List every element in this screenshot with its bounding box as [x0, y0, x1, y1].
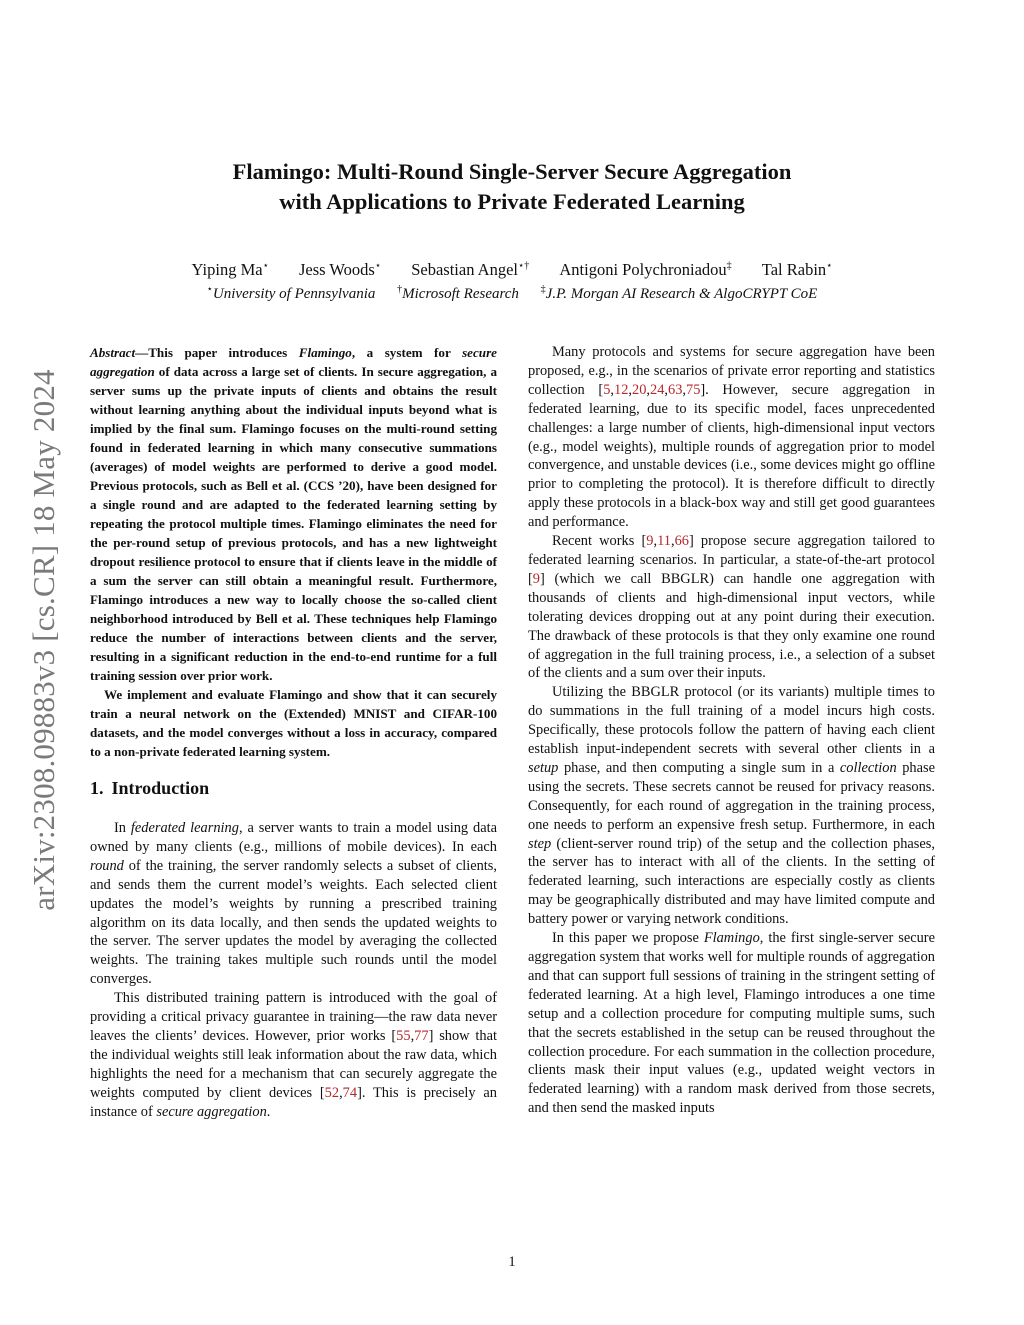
abstract — [90, 343, 497, 761]
text-run: —This paper introduces — [135, 345, 299, 360]
text-run: ]. However, secure aggregation in federated learning, due to its specific model, faces unprecedented challenges: a large number of clients, high-dimensional input vectors (e.g., model weights), multiple rounds of aggregation prior to model convergence, and unstable devices (i.e., some devices might go offline prior to completing the protocol). It is therefore difficult to directly apply these protocols in a black-box way and still get good guarantees and performance. — [528, 381, 935, 531]
title-line-1: Flamingo: Multi-Round Single-Server Secure Aggregation — [232, 159, 792, 184]
text-run: ] show that the individual weights still leak information about the raw data, which highlights the need for a mechanism that can securely aggregate the weights computed by client devices [ — [90, 1027, 497, 1101]
text-run: Recent works [ — [552, 533, 647, 550]
text-run: , — [682, 381, 686, 398]
body-paragraph — [90, 989, 497, 1121]
italic-term: collection — [839, 759, 897, 776]
affiliation-list — [0, 284, 1024, 303]
text-run: , — [339, 1084, 343, 1101]
italic-term: secure aggregation — [90, 345, 497, 379]
author: Jess Woods⋆ — [298, 260, 382, 279]
page-number: 1 — [508, 1254, 516, 1270]
paper-title — [0, 157, 1024, 217]
citation-link[interactable]: 20 — [632, 381, 647, 398]
citation-link[interactable]: 55 — [396, 1027, 411, 1044]
affiliation: ⋆University of Pennsylvania — [206, 284, 376, 302]
body-paragraph — [528, 343, 935, 532]
text-run: of data across a large set of clients. In secure aggregation, a server sums up the private inputs of clients and obtains the result without learning anything about the individual inputs beyond what is implied by the final sum. Flamingo focuses on the multi-round setting found in federated learning in which many consecutive summations (averages) of model weights are performed to derive a good model. Previous protocols, such as Bell et al. (CCS ’20), have been designed for a single round and are adapted to the federated learning setting by repeating the protocol multiple times. Flamingo eliminates the need for the per-round setup of previous protocols, and has a new lightweight dropout resilience protocol to ensure that if clients leave in the middle of a sum the server can still obtain a meaningful result. Furthermore, Flamingo introduces a new way to locally choose the so-called client neighborhood introduced by Bell et al. These techniques help Flamingo reduce the number of interactions between clients and the server, resulting in a significant reduction in the end-to-end runtime for a full training session over prior work. — [90, 364, 497, 683]
text-run: In this paper we propose — [552, 930, 704, 947]
text-run: phase, and then computing a single sum in a — [558, 759, 840, 776]
text-run: ] propose secure aggregation tailored to federated learning scenarios. In particular, a state-of-the-art protocol [ — [528, 533, 935, 587]
section-title: Introduction — [111, 778, 210, 798]
abstract-paragraph-2 — [90, 685, 497, 761]
text-run: , the first single-server secure aggregation system that works well for multiple rounds of aggregation and that can support full sessions of training in the stringent setting of federated learning. At a high level, Flamingo introduces a one time setup and a collection procedure for computing multiple sums, such that the secrets established in the setup can be reused throughout the collection procedure. For each summation in the collection procedure, clients mask their input values (e.g., updated weight vectors in federated learning) with a random mask derived from those secrets, and then send the masked inputs — [528, 930, 935, 1117]
right-column — [528, 343, 935, 1118]
section-number: 1. — [90, 778, 104, 798]
text-run: of the training, the server randomly selects a subset of clients, and sends them the current model’s weights. Each selected client updates the model’s weights by running a prescribed training algorithm on its data locally, and then sends the updated weights to the server. The server updates the model by averaging the collected weights. The training takes multiple such rounds until the model converges. — [90, 857, 497, 988]
text-run: In — [114, 820, 131, 836]
author: Yiping Ma⋆ — [191, 260, 269, 279]
citation-link[interactable]: 63 — [668, 381, 683, 398]
section-heading — [90, 778, 497, 799]
body-paragraph — [90, 819, 497, 989]
italic-term: federated learning — [130, 820, 239, 836]
text-run: phase using the secrets. These secrets cannot be reused for privacy reasons. Consequently, for each round of aggregation in the training process, one needs to perform an expensive fresh setup. Furthermore, in each — [528, 759, 935, 833]
citation-link[interactable]: 75 — [686, 381, 701, 398]
text-run: ] (which we call BBGLR) can handle one aggregation with thousands of clients and high-dimensional input vectors, while tolerating devices dropping out at any point during their execution. The drawback of these protocols is that they only examine one round of aggregation in the full training process, i.e., a selection of a subset of the clients and a sum over their inputs. — [528, 570, 935, 682]
text-run: , — [610, 381, 614, 398]
left-body-text — [90, 819, 497, 1122]
text-run: , — [646, 381, 650, 398]
citation-link[interactable]: 77 — [414, 1027, 429, 1044]
italic-term: secure aggregation — [156, 1103, 267, 1120]
citation-link[interactable]: 66 — [674, 533, 689, 550]
text-run: Utilizing the BBGLR protocol (or its variants) multiple times to do summations in the full training of a model incurs high costs. Specifically, these protocols follow the pattern of having each client establish input-independent secrets with several other clients in a — [528, 684, 935, 758]
abstract-paragraph-1 — [90, 343, 497, 685]
text-run: , — [670, 533, 675, 550]
text-run: , — [653, 533, 658, 550]
italic-term: Flamingo — [703, 930, 760, 947]
text-run: (client-server round trip) of the setup and the collection phases, the server has to interact with all of the clients. In the setting of federated learning, such interactions are especially costly as clients may be geographically distributed and may have limited compute and battery power or varying network conditions. — [528, 835, 935, 928]
body-paragraph — [528, 532, 935, 683]
affiliation: †Microsoft Research — [397, 284, 519, 302]
italic-term: step — [528, 835, 552, 852]
text-run: . — [266, 1103, 271, 1120]
text-run: , a system for — [351, 345, 463, 360]
text-run: This distributed training pattern is introduced with the goal of providing a critical privacy guarantee in training—the raw data never leaves the clients’ devices. However, prior works [ — [90, 990, 497, 1044]
affiliation: ‡J.P. Morgan AI Research & AlgoCRYPT CoE — [540, 284, 818, 302]
text-run: , — [664, 381, 668, 398]
citation-link[interactable]: 11 — [657, 533, 671, 550]
author: Antigoni Polychroniadou‡ — [559, 260, 732, 279]
arxiv-identifier-text: arXiv:2308.09883v3 [cs.CR] 18 May 2024 — [26, 369, 61, 911]
citation-link[interactable]: 9 — [646, 533, 654, 550]
author-list — [0, 260, 1024, 280]
citation-link[interactable]: 12 — [614, 381, 629, 398]
text-run: , — [410, 1027, 415, 1044]
citation-link[interactable]: 52 — [324, 1084, 340, 1101]
italic-term: setup — [528, 759, 559, 776]
citation-link[interactable]: 5 — [603, 381, 611, 398]
author: Sebastian Angel⋆† — [411, 260, 530, 279]
text-run: Many protocols and systems for secure aggregation have been proposed, e.g., in the scenarios of private error reporting and statistics collection [ — [528, 344, 935, 398]
left-column — [90, 343, 497, 1122]
body-paragraph — [528, 929, 935, 1118]
author: Tal Rabin⋆ — [761, 260, 833, 279]
citation-link[interactable]: 74 — [342, 1084, 358, 1101]
italic-term: Flamingo — [298, 345, 352, 360]
citation-link[interactable]: 24 — [650, 381, 665, 398]
citation-link[interactable]: 9 — [532, 570, 540, 587]
text-run: , — [628, 381, 632, 398]
italic-term: round — [90, 857, 124, 874]
text-run: We implement and evaluate Flamingo and show that it can securely train a neural network on the (Extended) MNIST and CIFAR-100 datasets, and the model converges without a loss in accuracy, compared to a non-private federated learning system. — [90, 687, 497, 759]
right-body-text — [528, 343, 935, 1118]
body-paragraph — [528, 683, 935, 929]
text-run: ]. This is precisely an instance of — [90, 1084, 497, 1120]
title-line-2: with Applications to Private Federated Learning — [279, 189, 745, 214]
abstract-label: Abstract — [90, 345, 136, 360]
text-run: , a server wants to train a model using data owned by many clients (e.g., millions of mobile devices). In each — [90, 820, 497, 855]
